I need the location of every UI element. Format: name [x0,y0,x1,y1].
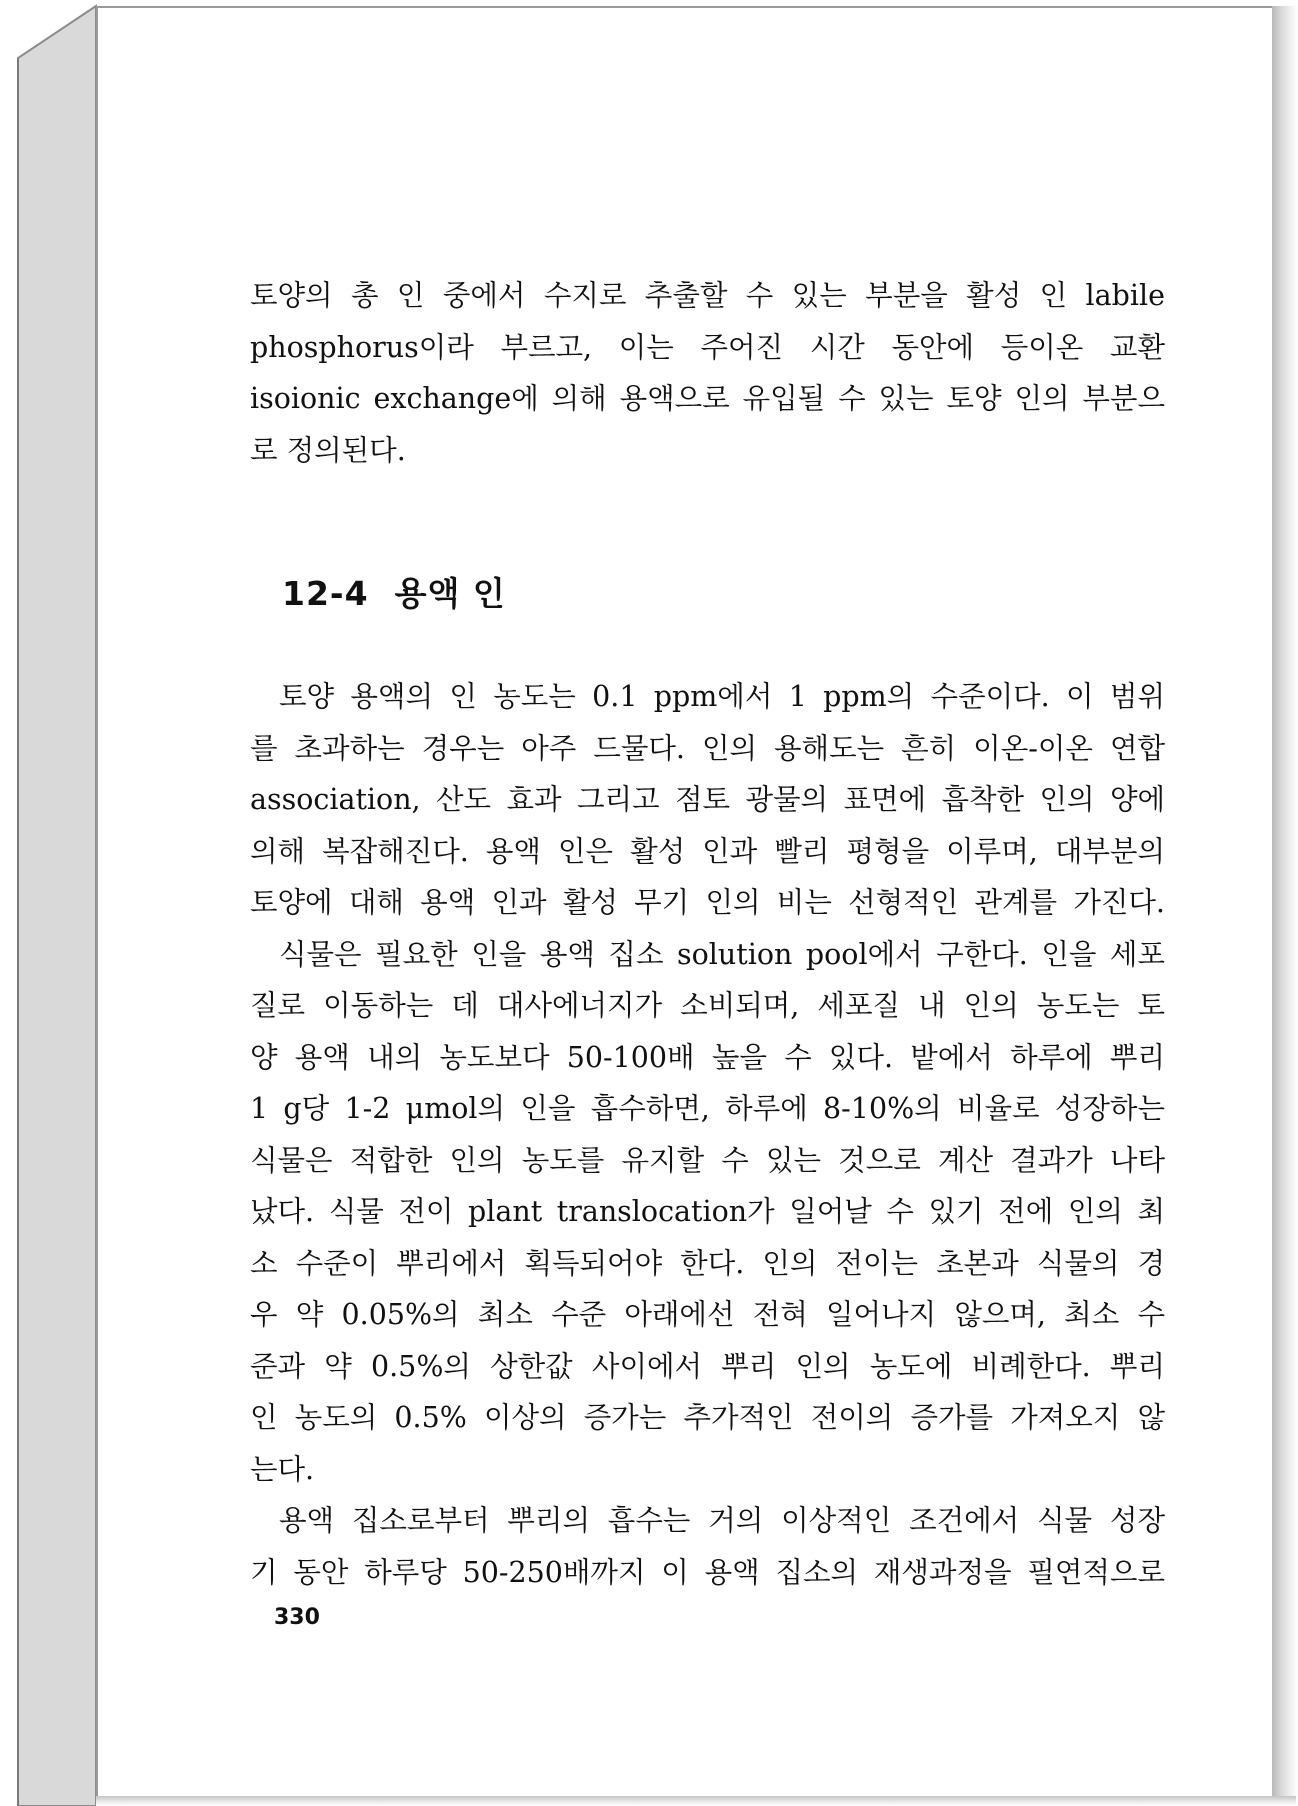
paragraph-2-line: 토양 용액의 인 농도는 0.1 ppm에서 1 ppm의 수준이다. 이 범위 [279,680,1165,713]
paragraph-1 [250,270,1165,476]
paragraph-1-line: 토양의 총 인 중에서 수지로 추출할 수 있는 부분을 활성 인 labile [250,279,1165,312]
page-shadow-right [1272,6,1298,1806]
section-title: 용액 인 [394,574,506,613]
paragraph-2-line: 의해 복잡해진다. 용액 인은 활성 인과 빨리 평형을 이루며, 대부분의 [250,834,1165,868]
paragraph-3-line: 1 g당 1-2 μmol의 인을 흡수하면, 하루에 8-10%의 비율로 성장하는 [250,1092,1165,1125]
page-number: 330 [274,1605,320,1630]
paragraph-3-line: 났다. 식물 전이 plant translocation가 일어날 수 있기 전에 인의 최 [250,1195,1165,1228]
section-number: 12-4 [282,574,369,613]
paragraph-1-line: phosphorus이라 부르고, 이는 주어진 시간 동안에 등이온 교환 [250,330,1165,364]
paragraph-3-line: 는다. [250,1452,315,1486]
paragraph-4-line: 기 동안 하루당 50-250배까지 이 용액 집소의 재생과정을 필연적으로 [250,1555,1165,1589]
page-shadow-bottom [96,1796,1296,1806]
paragraph-2-line: 를 초과하는 경우는 아주 드물다. 인의 용해도는 흔히 이온-이온 연합 [250,731,1165,765]
paragraph-2-line: association, 산도 효과 그리고 점토 광물의 표면에 흡착한 인의 양에 [250,783,1165,816]
section-heading [282,568,506,615]
paragraph-3-line: 소 수준이 뿌리에서 획득되어야 한다. 인의 전이는 초본과 식물의 경 [250,1246,1165,1280]
section-body [250,671,1165,1598]
paragraph-1-line: isoionic exchange에 의해 용액으로 유입될 수 있는 토양 인의 부분으 [250,382,1165,415]
spine-face [18,6,96,1806]
paragraph-3-line: 질로 이동하는 데 대사에너지가 소비되며, 세포질 내 인의 농도는 토 [250,989,1165,1022]
paragraph-3-line: 인 농도의 0.5% 이상의 증가는 추가적인 전이의 증가를 가져오지 않 [250,1401,1165,1434]
paragraph-3-line: 우 약 0.05%의 최소 수준 아래에선 전혀 일어나지 않으며, 최소 수 [250,1298,1165,1331]
paragraph-2-line: 토양에 대해 용액 인과 활성 무기 인의 비는 선형적인 관계를 가진다. [250,886,1165,919]
book-spine [0,0,110,1806]
paragraph-4-line: 용액 집소로부터 뿌리의 흡수는 거의 이상적인 조건에서 식물 성장 [279,1504,1165,1537]
paragraph-3-line: 식물은 필요한 인을 용액 집소 solution pool에서 구한다. 인을 세포 [279,937,1165,971]
paragraph-3-line: 준과 약 0.5%의 상한값 사이에서 뿌리 인의 농도에 비례한다. 뿌리 [250,1349,1165,1383]
paragraph-1-line: 로 정의된다. [250,433,406,467]
paragraph-3-line: 양 용액 내의 농도보다 50-100배 높을 수 있다. 밭에서 하루에 뿌리 [250,1040,1165,1074]
paragraph-3-line: 식물은 적합한 인의 농도를 유지할 수 있는 것으로 계산 결과가 나타 [250,1143,1165,1177]
